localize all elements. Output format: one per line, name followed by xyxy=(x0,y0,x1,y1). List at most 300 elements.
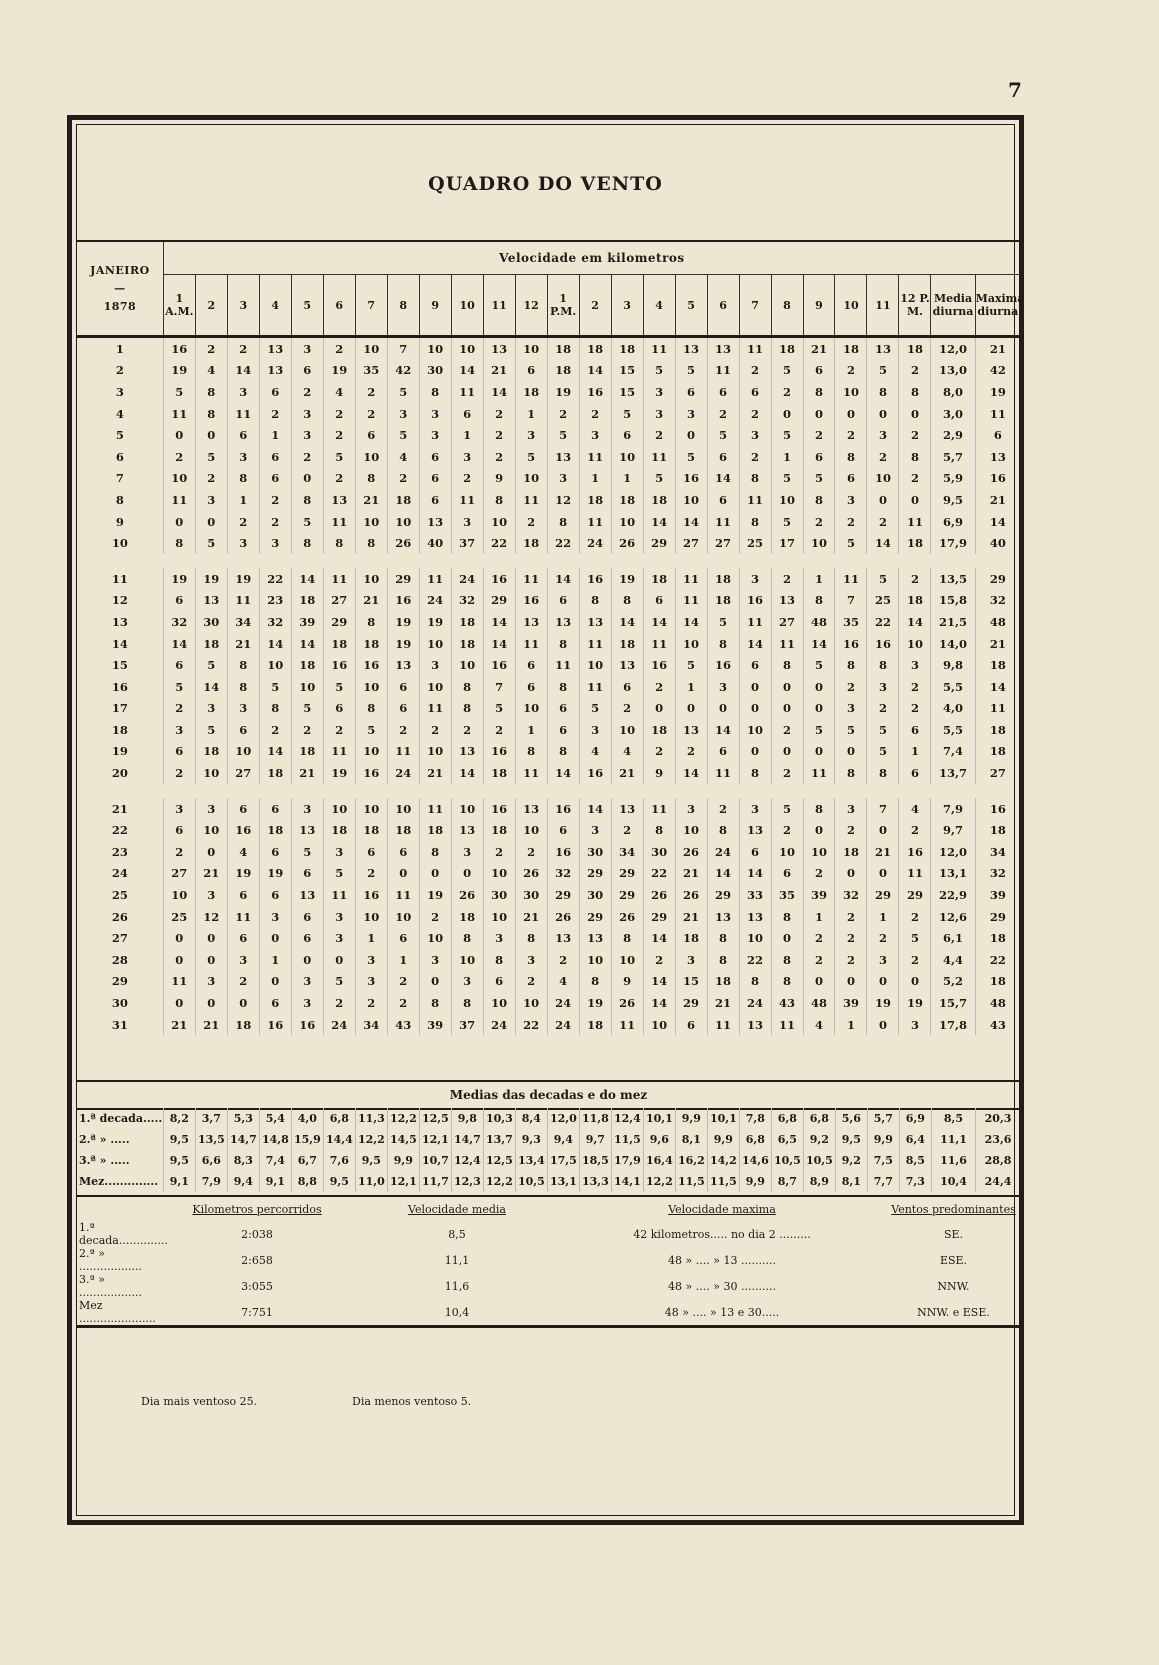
hour-header: 7 xyxy=(355,275,387,337)
hour-value: 11 xyxy=(387,741,419,763)
hour-value: 3 xyxy=(739,424,771,446)
hour-value: 6 xyxy=(291,906,323,928)
day-cell: 30 xyxy=(111,996,128,1011)
hour-value: 13 xyxy=(611,654,643,676)
decade-hour-value: 6,8 xyxy=(739,1129,771,1150)
table-frame xyxy=(67,115,1024,1525)
maxima-value: 21 xyxy=(975,337,1020,360)
hour-value: 34 xyxy=(227,611,259,633)
maxima-value: 32 xyxy=(975,590,1020,612)
hour-value: 6 xyxy=(259,468,291,490)
hour-value: 4 xyxy=(387,446,419,468)
hour-value: 24 xyxy=(323,1014,355,1036)
hour-value: 10 xyxy=(451,798,483,820)
hour-header: 1 P.M. xyxy=(547,275,579,337)
hour-value: 18 xyxy=(451,906,483,928)
day-cell: 6 xyxy=(115,449,124,464)
hour-value: 23 xyxy=(259,590,291,612)
hour-value: 6 xyxy=(675,381,707,403)
hour-value: 19 xyxy=(867,992,899,1014)
hour-value: 18 xyxy=(835,841,867,863)
hour-value: 11 xyxy=(515,568,547,590)
hour-value: 18 xyxy=(195,741,227,763)
decade-hour-value: 9,9 xyxy=(739,1171,771,1192)
hour-value: 26 xyxy=(515,863,547,885)
hour-header: 12 xyxy=(515,275,547,337)
hour-value: 8 xyxy=(611,590,643,612)
hour-value: 3 xyxy=(835,798,867,820)
hour-value: 27 xyxy=(323,590,355,612)
hour-value: 8 xyxy=(579,590,611,612)
hour-value: 16 xyxy=(483,741,515,763)
hour-value: 10 xyxy=(899,633,931,655)
hour-value: 0 xyxy=(195,511,227,533)
hour-value: 13 xyxy=(387,654,419,676)
hour-value: 29 xyxy=(707,884,739,906)
hour-value: 22 xyxy=(643,863,675,885)
hour-value: 5 xyxy=(387,424,419,446)
maxima-value: 48 xyxy=(975,992,1020,1014)
decade-media-value: 10,4 xyxy=(931,1171,975,1192)
hour-value: 10 xyxy=(515,819,547,841)
decade-row xyxy=(77,1171,1020,1192)
hour-value: 0 xyxy=(195,992,227,1014)
hour-value: 18 xyxy=(547,360,579,382)
hour-value: 10 xyxy=(483,863,515,885)
hour-value: 11 xyxy=(739,611,771,633)
decade-hour-value: 7,6 xyxy=(323,1150,355,1171)
hour-value: 27 xyxy=(227,762,259,784)
hour-value: 3 xyxy=(483,927,515,949)
hour-value: 9 xyxy=(643,762,675,784)
hour-value: 2 xyxy=(867,698,899,720)
media-value: 22,9 xyxy=(931,884,975,906)
hour-value: 13 xyxy=(867,337,899,360)
hour-value: 10 xyxy=(739,719,771,741)
decade-hour-value: 9,5 xyxy=(323,1171,355,1192)
hour-header: 8 xyxy=(387,275,419,337)
hour-value: 24 xyxy=(387,762,419,784)
hour-value: 6 xyxy=(163,819,195,841)
hour-value: 6 xyxy=(707,446,739,468)
hour-value: 10 xyxy=(227,741,259,763)
hour-value: 18 xyxy=(323,819,355,841)
hour-value: 16 xyxy=(547,798,579,820)
day-cell: 22 xyxy=(111,823,128,838)
hour-header: 9 xyxy=(419,275,451,337)
hour-value: 11 xyxy=(643,446,675,468)
hour-value: 8 xyxy=(771,949,803,971)
hour-value: 27 xyxy=(163,863,195,885)
hour-value: 8 xyxy=(867,654,899,676)
hour-value: 24 xyxy=(579,532,611,554)
hour-value: 14 xyxy=(547,568,579,590)
hour-value: 2 xyxy=(259,403,291,425)
hour-value: 8 xyxy=(739,762,771,784)
hour-value: 5 xyxy=(195,719,227,741)
day-cell: 16 xyxy=(111,679,128,694)
hour-value: 8 xyxy=(259,698,291,720)
table-row xyxy=(77,906,1020,928)
hour-value: 21 xyxy=(803,337,835,360)
hour-value: 6 xyxy=(259,841,291,863)
hour-value: 0 xyxy=(771,698,803,720)
hour-value: 3 xyxy=(419,403,451,425)
hour-value: 6 xyxy=(355,424,387,446)
hour-value: 18 xyxy=(291,654,323,676)
day-cell: 14 xyxy=(111,636,128,651)
decade-hour-value: 11,0 xyxy=(355,1171,387,1192)
hour-value: 2 xyxy=(291,381,323,403)
hour-value: 6 xyxy=(739,841,771,863)
hour-value: 3 xyxy=(451,971,483,993)
hour-value: 11 xyxy=(611,1014,643,1036)
media-value: 12,0 xyxy=(931,841,975,863)
hour-value: 27 xyxy=(771,611,803,633)
hour-value: 11 xyxy=(163,971,195,993)
decade-hour-value: 4,0 xyxy=(291,1108,323,1129)
hour-header: 12 P. M. xyxy=(899,275,931,337)
hour-value: 8 xyxy=(483,949,515,971)
hour-value: 6 xyxy=(899,762,931,784)
hour-value: 2 xyxy=(323,337,355,360)
hour-value: 16 xyxy=(323,654,355,676)
hour-value: 27 xyxy=(707,532,739,554)
hour-value: 6 xyxy=(547,819,579,841)
hour-value: 19 xyxy=(227,568,259,590)
hour-value: 0 xyxy=(419,863,451,885)
hour-value: 6 xyxy=(451,403,483,425)
decade-hour-value: 11,7 xyxy=(419,1171,451,1192)
hour-value: 2 xyxy=(195,468,227,490)
hour-value: 3 xyxy=(451,446,483,468)
hour-value: 5 xyxy=(515,446,547,468)
hour-value: 2 xyxy=(835,360,867,382)
summary-km: 3:055 xyxy=(241,1279,273,1293)
hour-value: 3 xyxy=(675,949,707,971)
hour-value: 0 xyxy=(803,676,835,698)
hour-value: 3 xyxy=(579,424,611,446)
hour-value: 2 xyxy=(579,403,611,425)
hour-value: 10 xyxy=(611,949,643,971)
dash-label: — xyxy=(114,281,126,295)
hour-value: 10 xyxy=(387,906,419,928)
decade-hour-value: 14,4 xyxy=(323,1129,355,1150)
day-cell: 3 xyxy=(115,384,124,399)
hour-value: 8 xyxy=(803,590,835,612)
hour-header: 3 xyxy=(611,275,643,337)
decade-hour-value: 14,5 xyxy=(387,1129,419,1150)
media-value: 13,0 xyxy=(931,360,975,382)
hour-value: 5 xyxy=(771,360,803,382)
hour-value: 5 xyxy=(675,654,707,676)
hour-value: 10 xyxy=(611,446,643,468)
hour-value: 5 xyxy=(707,424,739,446)
hour-value: 8 xyxy=(707,819,739,841)
maxima-value: 16 xyxy=(975,468,1020,490)
hour-value: 6 xyxy=(771,863,803,885)
hour-value: 8 xyxy=(835,446,867,468)
media-value: 9,8 xyxy=(931,654,975,676)
hour-value: 5 xyxy=(899,927,931,949)
hour-value: 13 xyxy=(675,719,707,741)
media-value: 7,9 xyxy=(931,798,975,820)
hour-value: 11 xyxy=(707,762,739,784)
hour-value: 19 xyxy=(419,884,451,906)
hour-value: 10 xyxy=(515,992,547,1014)
hour-value: 2 xyxy=(355,992,387,1014)
summary-ventos: ESE. xyxy=(939,1253,968,1267)
hour-value: 8 xyxy=(643,819,675,841)
hour-value: 3 xyxy=(867,424,899,446)
hour-value: 29 xyxy=(579,863,611,885)
table-row xyxy=(77,992,1020,1014)
hour-value: 10 xyxy=(451,654,483,676)
hour-value: 8 xyxy=(291,532,323,554)
hour-value: 3 xyxy=(899,654,931,676)
hour-value: 39 xyxy=(291,611,323,633)
hour-value: 3 xyxy=(227,698,259,720)
media-value: 5,5 xyxy=(931,719,975,741)
day-cell: 26 xyxy=(111,909,128,924)
hour-value: 2 xyxy=(515,971,547,993)
decade-hour-value: 10,1 xyxy=(643,1108,675,1129)
media-value: 15,7 xyxy=(931,992,975,1014)
hour-value: 21 xyxy=(611,762,643,784)
hour-value: 29 xyxy=(387,568,419,590)
decade-hour-value: 14,6 xyxy=(739,1150,771,1171)
hour-value: 10 xyxy=(675,633,707,655)
hour-value: 2 xyxy=(163,841,195,863)
hour-value: 18 xyxy=(291,741,323,763)
summary-header-ventos: Ventos predominantes xyxy=(891,1202,1016,1216)
hour-value: 6 xyxy=(259,992,291,1014)
hour-value: 0 xyxy=(803,741,835,763)
hour-value: 6 xyxy=(387,698,419,720)
decade-hour-value: 13,4 xyxy=(515,1150,547,1171)
hour-value: 6 xyxy=(611,424,643,446)
hour-value: 6 xyxy=(291,360,323,382)
decade-hour-value: 11,5 xyxy=(707,1171,739,1192)
hour-value: 16 xyxy=(579,568,611,590)
hour-value: 9 xyxy=(483,468,515,490)
hour-value: 1 xyxy=(579,468,611,490)
hour-value: 10 xyxy=(419,337,451,360)
hour-value: 10 xyxy=(355,337,387,360)
hour-value: 6 xyxy=(899,719,931,741)
hour-value: 13 xyxy=(579,927,611,949)
decade-hour-value: 8,5 xyxy=(899,1150,931,1171)
hour-value: 5 xyxy=(291,698,323,720)
hour-value: 7 xyxy=(835,590,867,612)
hour-value: 8 xyxy=(355,532,387,554)
decade-hour-value: 6,7 xyxy=(291,1150,323,1171)
summary-max: 48 » .... » 30 .......... xyxy=(668,1279,776,1293)
hour-value: 18 xyxy=(643,568,675,590)
hour-value: 16 xyxy=(259,1014,291,1036)
hour-value: 16 xyxy=(355,762,387,784)
maxima-value: 21 xyxy=(975,489,1020,511)
hour-value: 11 xyxy=(323,741,355,763)
hour-value: 19 xyxy=(195,568,227,590)
summary-ventos: SE. xyxy=(943,1227,964,1241)
hour-value: 0 xyxy=(803,819,835,841)
year-label: 1878 xyxy=(103,299,137,313)
maxima-value: 18 xyxy=(975,819,1020,841)
hour-value: 14 xyxy=(579,360,611,382)
hour-value: 5 xyxy=(803,654,835,676)
hour-value: 22 xyxy=(547,532,579,554)
hour-value: 5 xyxy=(195,446,227,468)
hour-value: 11 xyxy=(579,511,611,533)
hour-value: 32 xyxy=(451,590,483,612)
hour-value: 21 xyxy=(675,906,707,928)
hour-value: 22 xyxy=(483,532,515,554)
hour-value: 14 xyxy=(259,741,291,763)
hour-value: 8 xyxy=(195,403,227,425)
hour-value: 2 xyxy=(835,819,867,841)
decade-hour-value: 17,9 xyxy=(611,1150,643,1171)
hour-value: 3 xyxy=(291,337,323,360)
hour-value: 3 xyxy=(291,424,323,446)
decade-hour-value: 12,4 xyxy=(451,1150,483,1171)
hour-value: 10 xyxy=(291,676,323,698)
hour-value: 2 xyxy=(707,403,739,425)
hour-value: 9 xyxy=(611,971,643,993)
hour-value: 14 xyxy=(739,633,771,655)
hour-value: 26 xyxy=(643,884,675,906)
hour-value: 21 xyxy=(227,633,259,655)
hour-value: 3 xyxy=(579,819,611,841)
hour-value: 8 xyxy=(867,381,899,403)
maxima-value: 19 xyxy=(975,381,1020,403)
hour-value: 11 xyxy=(835,568,867,590)
hour-header: 10 xyxy=(835,275,867,337)
hour-value: 18 xyxy=(643,719,675,741)
hour-value: 8 xyxy=(227,676,259,698)
hour-value: 6 xyxy=(227,719,259,741)
hour-value: 0 xyxy=(899,403,931,425)
hour-value: 3 xyxy=(835,489,867,511)
hour-value: 6 xyxy=(227,424,259,446)
hour-value: 6 xyxy=(163,654,195,676)
hour-value: 16 xyxy=(291,1014,323,1036)
media-value: 5,5 xyxy=(931,676,975,698)
hour-value: 3 xyxy=(451,511,483,533)
hour-value: 13 xyxy=(547,446,579,468)
hour-value: 10 xyxy=(419,676,451,698)
hour-value: 0 xyxy=(259,971,291,993)
media-value: 2,9 xyxy=(931,424,975,446)
hour-value: 2 xyxy=(835,424,867,446)
hour-value: 21 xyxy=(291,762,323,784)
hour-value: 18 xyxy=(355,633,387,655)
hour-value: 10 xyxy=(515,468,547,490)
decade-hour-value: 8,1 xyxy=(835,1171,867,1192)
hour-value: 2 xyxy=(483,719,515,741)
hour-value: 13 xyxy=(515,611,547,633)
hour-value: 3 xyxy=(515,949,547,971)
hour-value: 0 xyxy=(163,992,195,1014)
hour-value: 5 xyxy=(771,424,803,446)
hour-value: 11 xyxy=(579,676,611,698)
hour-value: 0 xyxy=(259,927,291,949)
hour-value: 6 xyxy=(515,654,547,676)
hour-value: 3 xyxy=(387,403,419,425)
hour-value: 0 xyxy=(771,403,803,425)
hour-value: 14 xyxy=(547,762,579,784)
hour-value: 13 xyxy=(707,906,739,928)
hour-value: 19 xyxy=(163,360,195,382)
day-cell: 20 xyxy=(111,766,128,781)
hour-value: 10 xyxy=(835,381,867,403)
hour-value: 11 xyxy=(323,884,355,906)
hour-value: 13 xyxy=(259,360,291,382)
hour-value: 3 xyxy=(451,841,483,863)
hour-value: 0 xyxy=(771,741,803,763)
hour-value: 3 xyxy=(579,719,611,741)
hour-value: 1 xyxy=(259,949,291,971)
hour-value: 24 xyxy=(547,992,579,1014)
hour-value: 13 xyxy=(739,906,771,928)
table-row xyxy=(77,654,1020,676)
decade-hour-value: 12,5 xyxy=(483,1150,515,1171)
hour-value: 5 xyxy=(803,719,835,741)
decade-hour-value: 3,7 xyxy=(195,1108,227,1129)
hour-value: 13 xyxy=(515,798,547,820)
hour-header: 2 xyxy=(195,275,227,337)
day-cell: 24 xyxy=(111,866,128,881)
hour-value: 16 xyxy=(547,841,579,863)
maxima-value: 43 xyxy=(975,1014,1020,1036)
hour-value: 8 xyxy=(611,927,643,949)
hour-value: 5 xyxy=(195,654,227,676)
hour-value: 14 xyxy=(291,633,323,655)
media-value: 14,0 xyxy=(931,633,975,655)
hour-value: 16 xyxy=(387,590,419,612)
hour-value: 16 xyxy=(355,884,387,906)
table-row xyxy=(77,741,1020,763)
hour-value: 16 xyxy=(483,798,515,820)
hour-value: 18 xyxy=(643,489,675,511)
hour-value: 3 xyxy=(835,698,867,720)
hour-value: 3 xyxy=(227,381,259,403)
hour-value: 8 xyxy=(771,971,803,993)
hour-value: 21 xyxy=(675,863,707,885)
hour-value: 5 xyxy=(867,360,899,382)
hour-value: 18 xyxy=(323,633,355,655)
hour-value: 10 xyxy=(195,819,227,841)
hour-value: 0 xyxy=(163,949,195,971)
decade-hour-value: 9,2 xyxy=(835,1150,867,1171)
media-value: 8,0 xyxy=(931,381,975,403)
hour-value: 0 xyxy=(291,468,323,490)
hour-value: 18 xyxy=(259,819,291,841)
hour-value: 11 xyxy=(771,1014,803,1036)
maxima-value: 18 xyxy=(975,654,1020,676)
hour-value: 3 xyxy=(643,403,675,425)
decade-hour-value: 6,8 xyxy=(771,1108,803,1129)
hour-value: 21 xyxy=(515,906,547,928)
hour-value: 8 xyxy=(707,949,739,971)
hour-value: 14 xyxy=(483,611,515,633)
table-row xyxy=(77,762,1020,784)
day-cell: 17 xyxy=(111,701,128,716)
hour-value: 21 xyxy=(195,863,227,885)
hour-value: 0 xyxy=(195,927,227,949)
hour-value: 6 xyxy=(355,841,387,863)
hour-header: 6 xyxy=(323,275,355,337)
